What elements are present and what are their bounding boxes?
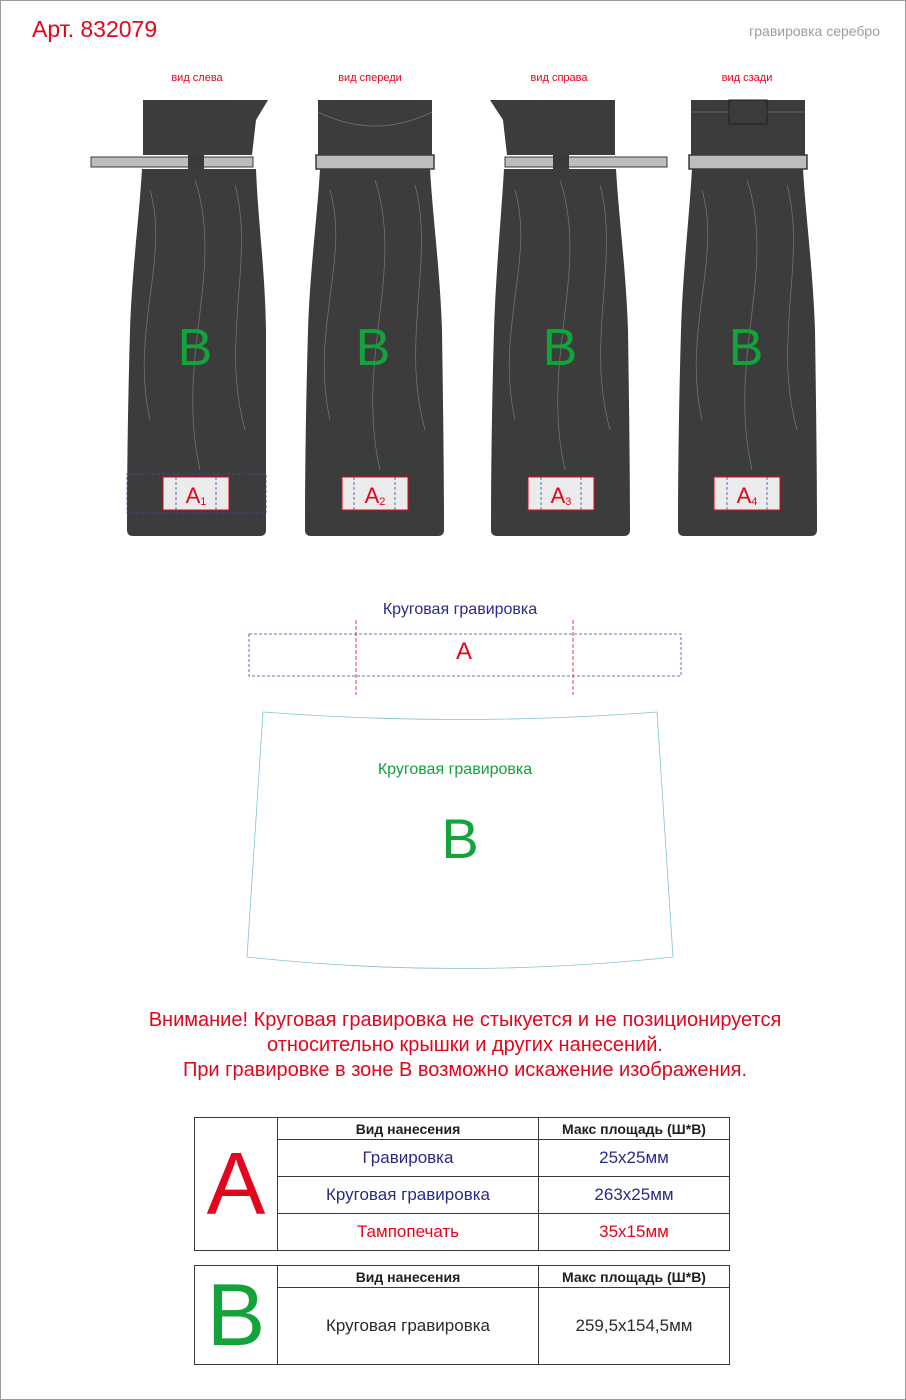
zone-a2-label: $A_2$ [364,483,386,508]
article-number: Арт. 832079 [32,16,158,42]
table-row: Гравировка 25x25мм [195,1140,730,1177]
warning-text: Внимание! Круговая гравировка не стыкуется и не позиционируется относительно крышки и других нанесений. При гравировке в зоне В возможно искажение изображения. [148,1009,782,1081]
table-row: Тампопечать 35x15мм [195,1214,730,1251]
zone-b-left: B [177,319,213,377]
zone-a1-label: $A_1$ [185,483,207,508]
table-a-letter: A [195,1118,278,1251]
view-label-right: вид справа [530,72,588,84]
table-a-header-area: Макс площадь (Ш*В) [539,1118,730,1140]
zone-a4-label: $A_4$ [736,483,758,508]
bottle-view-front [305,100,444,536]
table-b-header-area: Макс площадь (Ш*В) [539,1266,730,1288]
circular-b-title: Круговая гравировка [377,761,533,778]
spec-table-b [194,1265,730,1365]
zone-b-back: B [728,319,764,377]
zone-b-right: B [542,319,578,377]
view-label-front: вид спереди [338,72,402,84]
circular-a-title: Круговая гравировка [382,601,538,618]
table-b-header-method: Вид нанесения [278,1266,539,1288]
table-a-header-method: Вид нанесения [278,1118,539,1140]
view-label-back: вид сзади [721,72,773,84]
bottle-view-right [490,100,667,536]
application-method: гравировка серебро [749,23,880,39]
bottle-view-back [678,100,817,536]
view-label-left: вид слева [171,72,223,84]
bottle-view-left [91,100,268,536]
table-row: Круговая гравировка 259,5x154,5мм [195,1288,730,1365]
table-row: Круговая гравировка 263x25мм [195,1177,730,1214]
circular-b-letter: B [441,807,479,870]
circular-a-letter: A [455,638,472,665]
table-b-letter: B [195,1266,278,1365]
zone-a3-label: $A_3$ [550,483,572,508]
zone-b-front: B [355,319,391,377]
bottle-views-drawing [0,0,906,560]
spec-table-a [194,1117,730,1251]
